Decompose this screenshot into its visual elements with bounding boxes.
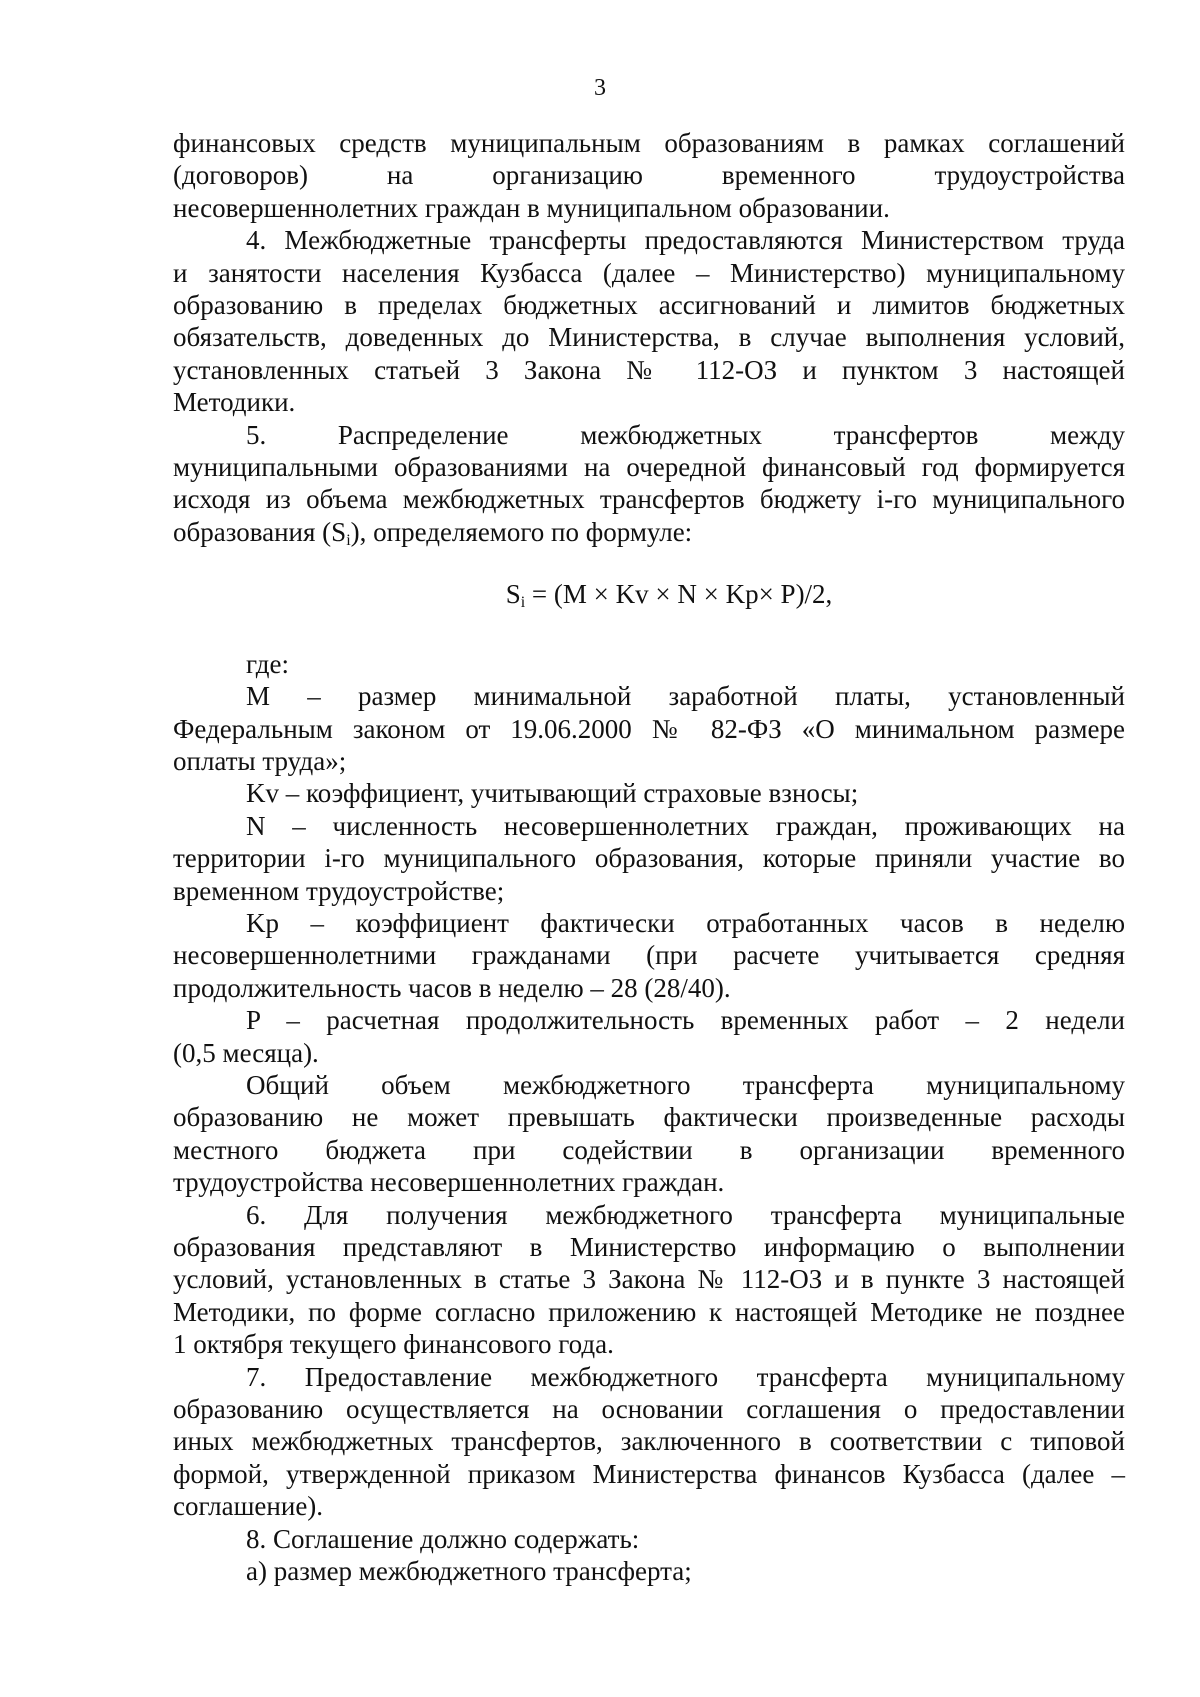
page-number: 3 xyxy=(594,75,606,101)
text-line: (0,5 месяца). xyxy=(173,1037,319,1068)
text-line: образованию осуществляется на основании соглашения о предоставлении xyxy=(173,1394,1125,1425)
text-line: соглашение). xyxy=(173,1491,324,1522)
text-line: иных межбюджетных трансфертов, заключенного в соответствии с типовой xyxy=(173,1426,1125,1457)
text-line: 1 октября текущего финансового года. xyxy=(173,1329,614,1360)
text-line: 4. Межбюджетные трансферты предоставляются Министерством труда xyxy=(246,225,1125,256)
formula xyxy=(173,578,1125,610)
text-line: несовершеннолетних граждан в муниципальном образовании. xyxy=(173,192,890,223)
definition-n xyxy=(173,810,1125,907)
text-line: Kp – коэффициент фактически отработанных часов в неделю xyxy=(246,907,1125,938)
formula-symbol-s: S xyxy=(505,579,521,610)
text-line: установленных статьей 3 Закона № 112-ОЗ и пунктом 3 настоящей xyxy=(173,354,1125,385)
paragraph-item-5 xyxy=(173,419,1125,549)
text-line: условий, установленных в статье 3 Закона № 112-ОЗ и в пункте 3 настоящей xyxy=(173,1264,1125,1295)
text-line: временном трудоустройстве; xyxy=(173,875,505,906)
subscript-i: i xyxy=(346,531,351,549)
text-line: Общий объем межбюджетного трансферта муниципальному xyxy=(246,1069,1125,1100)
text-line: формой, утвержденной приказом Министерства финансов Кузбасса (далее – xyxy=(173,1458,1125,1489)
text-line: Методики. xyxy=(173,387,296,418)
text-line: муниципальными образованиями на очередной финансовый год формируется xyxy=(173,452,1125,483)
paragraph-item-4 xyxy=(173,224,1125,418)
text-line: обязательств, доведенных до Министерства, в случае выполнения условий, xyxy=(173,322,1125,353)
text-line: (договоров) на организацию временного трудоустройства xyxy=(173,160,1125,191)
text-line: 6. Для получения межбюджетного трансферта муниципальные xyxy=(246,1199,1125,1230)
text-line: M – размер минимальной заработной платы, установленный xyxy=(246,681,1125,712)
text-line: 5. Распределение межбюджетных трансфертов между xyxy=(246,419,1125,450)
text-line: исходя из объема межбюджетных трансфертов бюджету i-го муниципального xyxy=(173,484,1125,515)
paragraph-item-8a: а) размер межбюджетного трансферта; xyxy=(246,1556,692,1587)
text-line: Методики, по форме согласно приложению к настоящей Методике не позднее xyxy=(173,1296,1125,1327)
text-line: территории i-го муниципального образования, которые приняли участие во xyxy=(173,843,1125,874)
text-line: оплаты труда»; xyxy=(173,745,347,776)
paragraph-item-7 xyxy=(173,1361,1125,1523)
paragraph-item-8: 8. Соглашение должно содержать: xyxy=(246,1523,640,1554)
paragraph-item-6 xyxy=(173,1199,1125,1361)
text-line: продолжительность часов в неделю – 28 (28/40). xyxy=(173,972,731,1003)
paragraph-intro xyxy=(173,127,1125,224)
text-line xyxy=(173,516,1125,548)
paragraph-total xyxy=(173,1069,1125,1199)
text-line: Федеральным законом от 19.06.2000 № 82-ФЗ «О минимальном размере xyxy=(173,713,1125,744)
formula-subscript-i: i xyxy=(520,594,526,612)
text-line: N – численность несовершеннолетних граждан, проживающих на xyxy=(246,810,1125,841)
text-fragment: образования (S xyxy=(173,516,347,547)
definition-m xyxy=(173,680,1125,777)
text-line: местного бюджета при содействии в организации временного xyxy=(173,1134,1125,1165)
text-line: P – расчетная продолжительность временных работ – 2 недели xyxy=(246,1005,1125,1036)
text-line: трудоустройства несовершеннолетних граждан. xyxy=(173,1167,725,1198)
document-body xyxy=(173,127,1125,1587)
text-line: финансовых средств муниципальным образованиям в рамках соглашений xyxy=(173,128,1125,158)
text-line: 7. Предоставление межбюджетного трансферта муниципальному xyxy=(246,1361,1125,1392)
text-line: образованию в пределах бюджетных ассигнований и лимитов бюджетных xyxy=(173,290,1125,321)
text-fragment: ), определяемого по формуле: xyxy=(350,516,693,547)
definition-p xyxy=(173,1004,1125,1069)
definition-kv: Kv – коэффициент, учитывающий страховые взносы; xyxy=(246,778,859,809)
formula-expression: = (M × Kv × N × Kp× P)/2, xyxy=(525,579,833,610)
text-line: и занятости населения Кузбасса (далее – Министерство) муниципальному xyxy=(173,257,1125,288)
where-label: где: xyxy=(246,648,289,679)
definition-kp xyxy=(173,907,1125,1004)
text-line: несовершеннолетними гражданами (при расчете учитывается средняя xyxy=(173,940,1125,971)
text-line: образованию не может превышать фактически произведенные расходы xyxy=(173,1102,1125,1133)
text-line: образования представляют в Министерство информацию о выполнении xyxy=(173,1232,1125,1262)
